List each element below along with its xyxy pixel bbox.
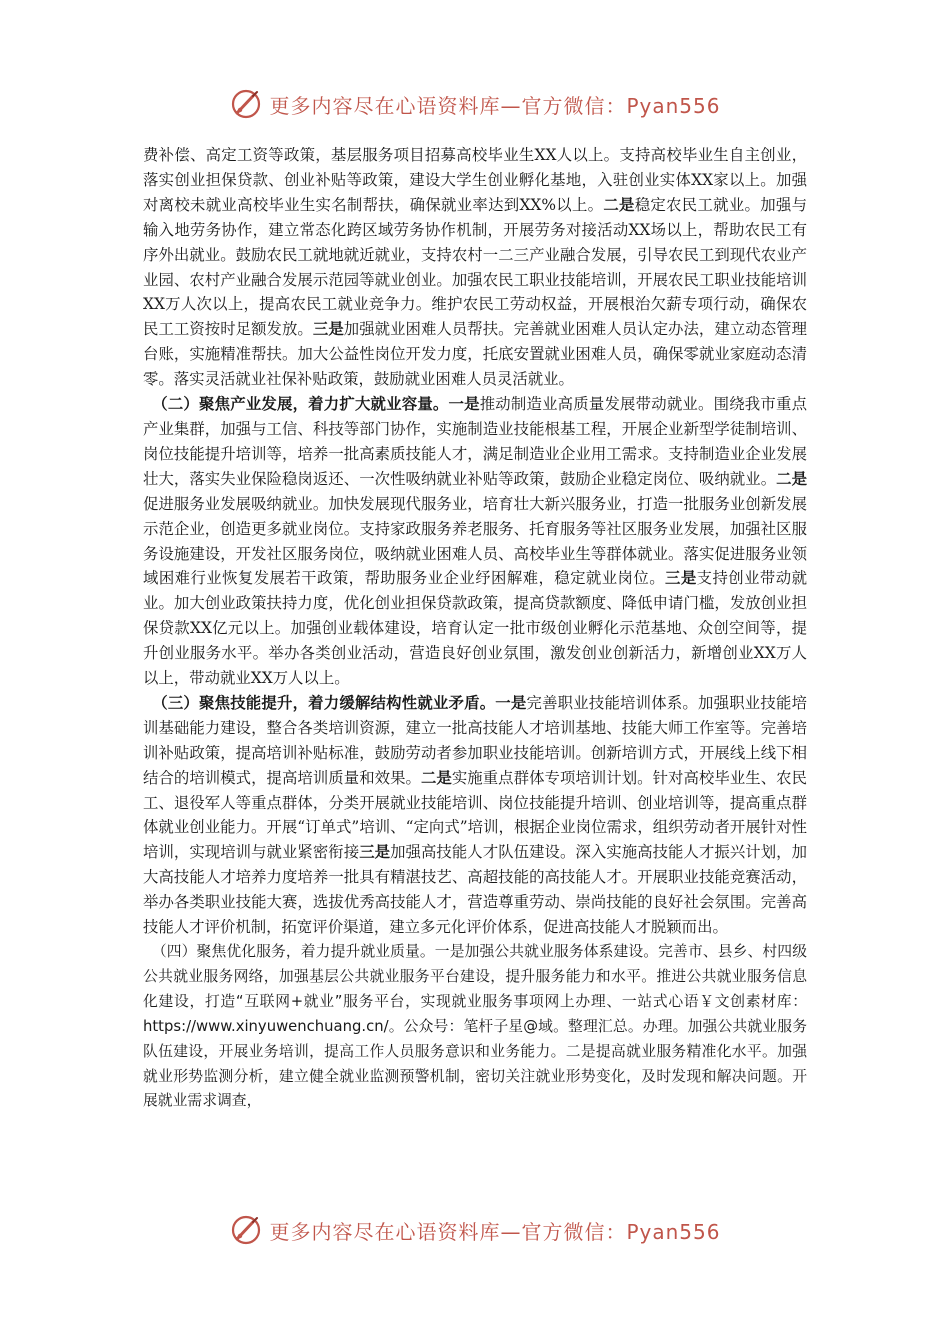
- footer-banner-text: 更多内容尽在心语资料库—官方微信：Pyan556: [269, 1219, 721, 1244]
- footer-banner: [0, 1210, 950, 1250]
- paragraph-1: 费补偿、高定工资等政策，基层服务项目招募高校毕业生XX人以上。支持高校毕业生自主创业，落实创业担保贷款、创业补贴等政策，建设大学生创业孵化基地，入驻创业实体XX家以上。加强对离校未就业高校毕业生实名制帮扶，确保就业率达到XX%以上。二是稳定农民工就业。加强与输入地劳务协作，建立常态化跨区域劳务协作机制，开展劳务对接活动XX场以上，帮助农民工有序外出就业。鼓励农民工就地就近就业，支持农村一二三产业融合发展，引导农民工到现代农业产业园、农村产业融合发展示范园等就业创业。加强农民工职业技能培训，开展农民工职业技能培训XX万人次以上，提高农民工就业竞争力。维护农民工劳动权益，开展根治欠薪专项行动，确保农民工工资按时足额发放。三是加强就业困难人员帮扶。完善就业困难人员认定办法，建立动态管理台账，实施精准帮扶。加大公益性岗位开发力度，托底安置就业困难人员，确保零就业家庭动态清零。落实灵活就业社保补贴政策，鼓励就业困难人员灵活就业。: [143, 146, 807, 389]
- paragraph-2: （二）聚焦产业发展，着力扩大就业容量。一是推动制造业高质量发展带动就业。围绕我市重点产业集群，加强与工信、科技等部门协作，实施制造业技能根基工程，开展企业新型学徒制培训、岗位技能提升培训等，培养一批高素质技能人才，满足制造业企业用工需求。支持制造业企业发展壮大，落实失业保险稳岗返还、一次性吸纳就业补贴等政策，鼓励企业稳定岗位、吸纳就业。二是促进服务业发展吸纳就业。加快发展现代服务业，培育壮大新兴服务业，打造一批服务业创新发展示范企业，创造更多就业岗位。支持家政服务养老服务、托育服务等社区服务业发展，加强社区服务设施建设，开发社区服务岗位，吸纳就业困难人员、高校毕业生等群体就业。落实促进服务业领域困难行业恢复发展若干政策，帮助服务业企业纾困解难，稳定就业岗位。三是支持创业带动就业。加大创业政策扶持力度，优化创业担保贷款政策，提高贷款额度、降低申请门槛，发放创业担保贷款XX亿元以上。加强创业载体建设，培育认定一批市级创业孵化示范基地、众创空间等，提升创业服务水平。举办各类创业活动，营造良好创业氛围，激发创业创新活力，新增创业XX万人以上，带动就业XX万人以上。: [143, 395, 807, 688]
- document-body: [143, 143, 807, 1114]
- pen-logo-icon: [229, 87, 263, 121]
- section-heading-3: （三）聚焦技能提升，着力缓解结构性就业矛盾。: [152, 693, 496, 712]
- paragraph-4: （四）聚焦优化服务，着力提升就业质量。一是加强公共就业服务体系建设。完善市、县乡、村四级公共就业服务网络，加强基层公共就业服务平台建设，提升服务能力和水平。推进公共就业服务信息化建设，打造“互联网+就业”服务平台，实现就业服务事项网上办理、一站式心语￥文创素材库：https://www.xinyuwenchuang.cn/。公众号：笔杆子星@域。整理汇总。办理。加强公共就业服务队伍建设，开展业务培训，提高工作人员服务意识和业务能力。二是提高就业服务精准化水平。加强就业形势监测分析，建立健全就业监测预警机制，密切关注就业形势变化，及时发现和解决问题。开展就业需求调查，: [143, 943, 807, 1110]
- header-banner: [0, 84, 950, 124]
- banner-text: 更多内容尽在心语资料库—官方微信：Pyan556: [269, 93, 721, 118]
- paragraph-3: （三）聚焦技能提升，着力缓解结构性就业矛盾。一是完善职业技能培训体系。加强职业技能培训基础能力建设，整合各类培训资源，建立一批高技能人才培训基地、技能大师工作室等。完善培训补贴政策，提高培训补贴标准，鼓励劳动者参加职业技能培训。创新培训方式，开展线上线下相结合的培训模式，提高培训质量和效果。二是实施重点群体专项培训计划。针对高校毕业生、农民工、退役军人等重点群体，分类开展就业技能培训、岗位技能提升培训、创业培训等，提高重点群体就业创业能力。开展“订单式”培训、“定向式”培训，根据企业岗位需求，组织劳动者开展针对性培训，实现培训与就业紧密衔接三是加强高技能人才队伍建设。深入实施高技能人才振兴计划，加大高技能人才培养力度培养一批具有精湛技艺、高超技能的高技能人才。开展职业技能竞赛活动，举办各类职业技能大赛，选拔优秀高技能人才，营造尊重劳动、崇尚技能的良好社会氛围。完善高技能人才评价机制，拓宽评价渠道，建立多元化评价体系，促进高技能人才脱颖而出。: [143, 693, 807, 937]
- section-heading-2: （二）聚焦产业发展，着力扩大就业容量。: [152, 395, 449, 414]
- pen-logo-icon: [229, 1213, 263, 1247]
